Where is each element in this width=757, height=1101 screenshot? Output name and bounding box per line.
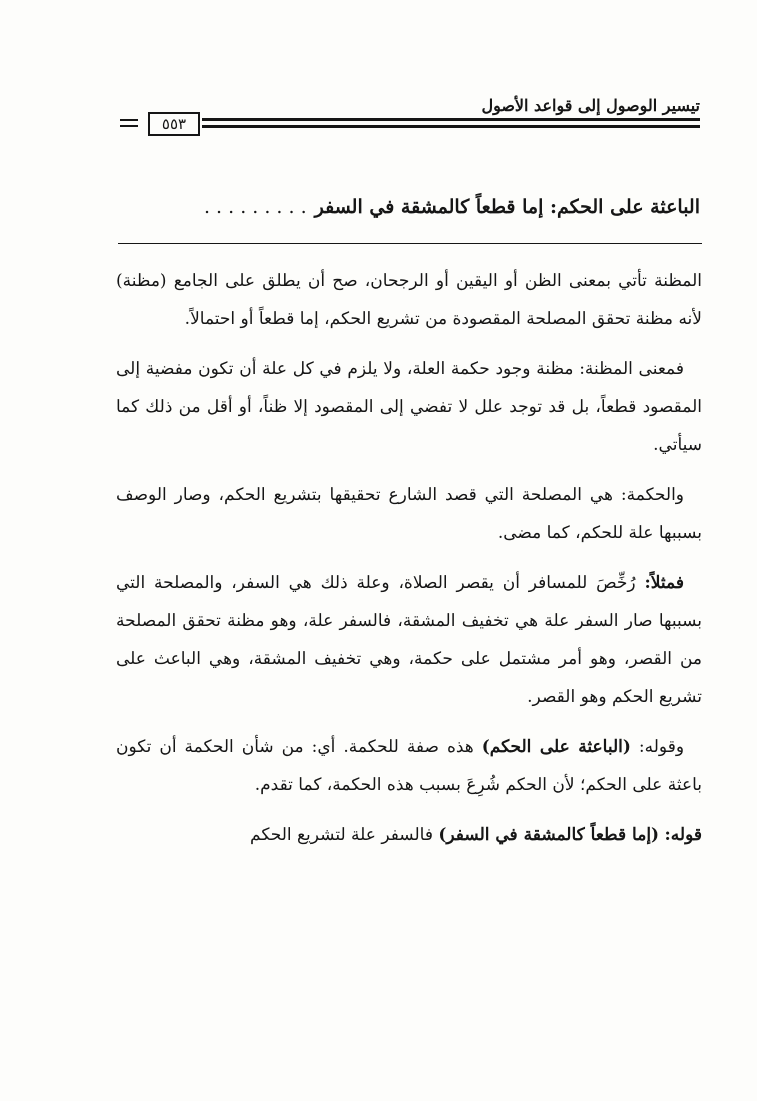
paragraph [116,564,702,716]
paragraph [116,728,702,804]
paragraph-lead: فمثلاً: [644,573,685,593]
heading-dots: . . . . . . . . . [203,196,307,218]
commentary-heading [120,196,700,218]
paragraph-text: هذه صفة للحكمة. أي: من شأن الحكمة أن تكون باعثة على الحكم؛ لأن الحكم شُرِعَ بسبب هذه الحكمة، كما تقدم. [116,737,702,795]
page-header [118,96,700,140]
paragraph-lead: وقوله: [638,737,685,757]
page-number-ornament [120,119,138,121]
book-title: تيسير الوصول إلى قواعد الأصول [481,96,700,115]
quoted-matn: (إما قطعاً كالمشقة في السفر) [438,825,660,845]
paragraph [116,350,702,464]
paragraph [116,476,702,552]
paragraph-text: فمعنى المظنة: مظنة وجود حكمة العلة، ولا يلزم في كل علة أن تكون مفضية إلى المقصود قطعاً، بل قد توجد علل لا تفضي إلى المقصود إلا ظناً، أو أقل من ذلك كما سيأتي. [116,359,702,455]
paragraph-lead: قوله: [664,825,702,845]
body-text [116,262,702,866]
page-number-ornament [120,125,138,127]
paragraph-text: المظنة تأتي بمعنى الظن أو اليقين أو الرجحان، صح أن يطلق على الجامع (مظنة) لأنه مظنة تحقق المصلحة المقصودة من تشريع الحكم، إما قطعاً أو احتمالاً. [116,271,702,329]
paragraph-text: والحكمة: هي المصلحة التي قصد الشارع تحقيقها بتشريع الحكم، وصار الوصف بسببها علة للحكم، كما مضى. [116,485,702,543]
commentary-divider [118,243,702,244]
quoted-matn: (الباعثة على الحكم) [481,737,631,757]
paragraph-text: فالسفر علة لتشريع الحكم [250,825,433,845]
paragraph [116,816,702,854]
paragraph-text: رُخِّصَ للمسافر أن يقصر الصلاة، وعلة ذلك هي السفر، والمصلحة التي بسببها صار السفر علة هي تخفيف المشقة، فالسفر علة، وهو مظنة تحقق المصلحة من القصر، وهو أمر مشتمل على حكمة، وهي تخفيف المشقة، وهي الباعث على تشريع الحكم وهو القصر. [116,573,702,707]
paragraph [116,262,702,338]
header-rule [202,118,700,121]
header-rule [202,125,700,128]
heading-text: الباعثة على الحكم: إما قطعاً كالمشقة في السفر [314,196,700,218]
page-number: ٥٥٣ [148,112,200,136]
